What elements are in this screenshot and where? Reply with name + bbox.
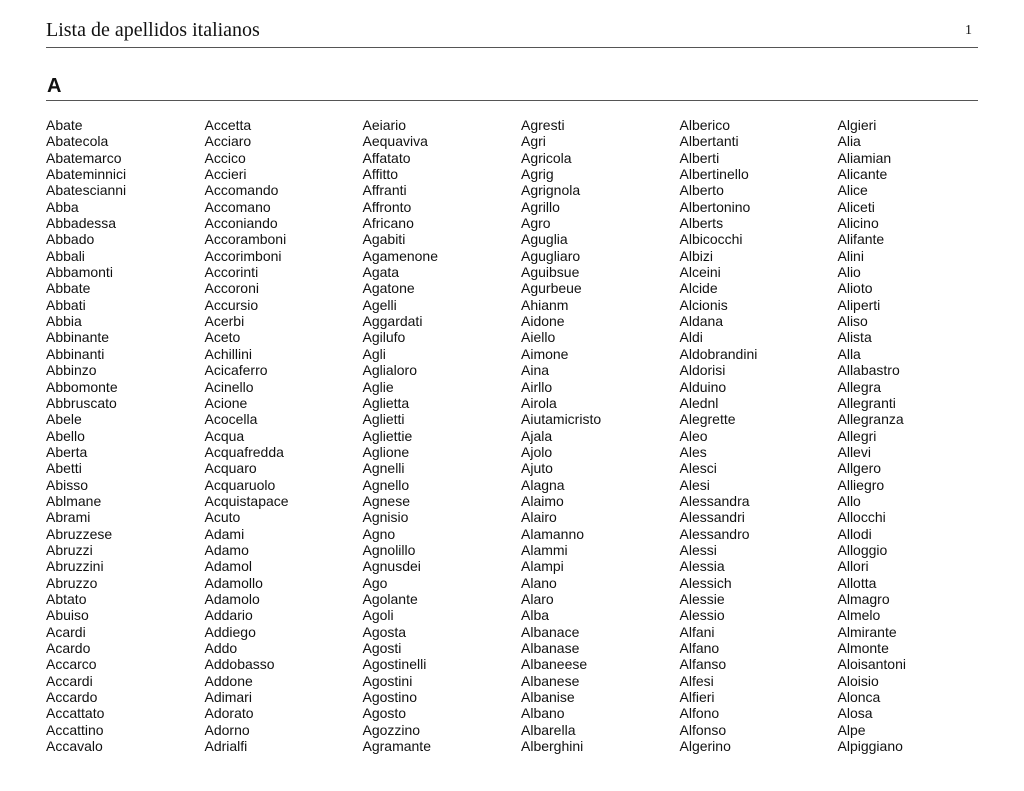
surname-entry: Alessi xyxy=(679,541,717,558)
surname-column-2 xyxy=(205,117,363,754)
surname-entry: Abello xyxy=(46,427,85,444)
surname-entry: Allevi xyxy=(837,443,871,460)
surname-entry: Abbinante xyxy=(46,329,110,346)
surname-entry: Abrami xyxy=(46,509,91,526)
surname-column-6 xyxy=(838,117,996,754)
surname-entry: Acardo xyxy=(46,640,91,656)
surname-entry: Acqua xyxy=(204,427,245,444)
surname-entry: Aglialoro xyxy=(362,362,417,379)
surname-entry: Aiutamicristo xyxy=(521,411,602,428)
surname-entry: Alamanno xyxy=(521,525,585,542)
surname-entry: Alio xyxy=(837,264,861,281)
surname-entry: Aldi xyxy=(679,329,703,346)
surname-entry: Agnese xyxy=(362,492,410,509)
surname-entry: Almelo xyxy=(837,607,881,624)
surname-entry: Agliettie xyxy=(362,427,413,444)
surname-entry: Alicino xyxy=(837,215,879,232)
surname-entry: Adamo xyxy=(204,541,249,558)
surname-entry: Acquaro xyxy=(204,460,257,477)
surname-entry: Accomando xyxy=(204,182,279,199)
surname-entry: Accattato xyxy=(46,705,105,722)
surname-entry: Agrignola xyxy=(521,182,581,199)
surname-entry: Accorimboni xyxy=(204,247,282,264)
section-letter: A xyxy=(47,75,62,97)
surname-entry: Airllo xyxy=(521,378,553,395)
surname-entry: Aloisio xyxy=(837,672,879,689)
surname-entry: Acciaro xyxy=(204,133,252,150)
surname-entry: Aldobrandini xyxy=(679,345,758,362)
surname-entry: Acocella xyxy=(204,411,258,428)
surname-entry: Alessandra xyxy=(679,492,750,509)
surname-entry: Allocchi xyxy=(837,509,886,526)
surname-entry: Aliperti xyxy=(837,296,881,313)
surname-entry: Alampi xyxy=(521,558,564,575)
surname-entry: Agilufo xyxy=(362,329,406,346)
section-header xyxy=(46,72,978,101)
surname-entry: Alessandro xyxy=(679,525,750,542)
surname-entry: Addario xyxy=(204,607,253,624)
surname-entry: Aliamian xyxy=(837,149,892,166)
surname-entry: Abruzzese xyxy=(46,525,113,542)
surname-entry: Almonte xyxy=(837,640,889,656)
surname-entry: Alesi xyxy=(679,476,710,493)
surname-entry: Acinello xyxy=(204,378,254,395)
surname-entry: Agolante xyxy=(362,590,418,607)
surname-entry: Affronto xyxy=(362,198,412,215)
surname-entry: Alessio xyxy=(679,607,725,624)
surname-entry: Albertanti xyxy=(679,133,739,150)
surname-entry: Alammi xyxy=(521,541,568,558)
surname-entry: Acerbi xyxy=(204,313,245,330)
surname-entry: Alice xyxy=(837,182,868,199)
surname-entry: Almagro xyxy=(837,590,890,607)
surname-entry: Adorno xyxy=(204,721,250,738)
surname-entry: Accoramboni xyxy=(204,231,287,248)
surname-entry: Almirante xyxy=(837,623,897,640)
surname-entry: Albaneese xyxy=(521,656,588,673)
surname-entry: Aglie xyxy=(362,378,394,395)
surname-entry: Abatecola xyxy=(46,133,109,150)
surname-entry: Ajolo xyxy=(521,443,553,460)
surname-entry: Abba xyxy=(46,198,79,215)
surname-column-5 xyxy=(680,117,838,754)
surname-entry: Adamol xyxy=(204,558,252,575)
surname-entry: Allo xyxy=(837,492,861,509)
surname-entry: Alegrette xyxy=(679,411,736,428)
surname-entry: Alcide xyxy=(679,280,718,297)
surname-entry: Accardo xyxy=(46,689,98,706)
surname-entry: Alfesi xyxy=(679,672,714,689)
surname-entry: Agricola xyxy=(521,149,572,166)
surname-entry: Agoli xyxy=(362,607,394,624)
surname-entry: Allabastro xyxy=(837,362,900,379)
surname-entry: Agosta xyxy=(362,623,407,640)
surname-entry: Alioto xyxy=(837,280,873,297)
surname-entry: Aliceti xyxy=(837,198,875,215)
surname-entry: Addo xyxy=(204,640,238,656)
surname-entry: Addiego xyxy=(204,623,256,640)
surname-entry: Accavalo xyxy=(46,738,103,755)
surname-entry: Alba xyxy=(521,607,550,624)
surname-entry: Abbinzo xyxy=(46,362,97,379)
surname-entry: Abruzzi xyxy=(46,541,93,558)
surname-entry: Alosa xyxy=(837,705,873,722)
surname-entry: Albizi xyxy=(679,247,713,264)
surname-entry: Alfono xyxy=(679,705,720,722)
surname-entry: Allori xyxy=(837,558,869,575)
surname-entry: Alcionis xyxy=(679,296,728,313)
surname-entry: Aliso xyxy=(837,313,868,330)
surname-entry: Agostino xyxy=(362,689,417,706)
surname-entry: Agnello xyxy=(362,476,410,493)
surname-entry: Abruzzo xyxy=(46,574,98,591)
surname-entry: Alaimo xyxy=(521,492,564,509)
surname-entry: Abbado xyxy=(46,231,95,248)
surname-entry: Ajala xyxy=(521,427,553,444)
surname-entry: Acquaruolo xyxy=(204,476,276,493)
surname-entry: Aguibsue xyxy=(521,264,580,281)
surname-entry: Agnisio xyxy=(362,509,409,526)
surname-entry: Alliegro xyxy=(837,476,885,493)
surname-entry: Accico xyxy=(204,149,246,166)
surname-entry: Albano xyxy=(521,705,565,722)
surname-entry: Achillini xyxy=(204,345,252,362)
surname-entry: Agno xyxy=(362,525,396,542)
surname-entry: Aberta xyxy=(46,443,88,460)
surname-entry: Airola xyxy=(521,394,557,411)
surname-entry: Alessie xyxy=(679,590,725,607)
surname-entry: Albanace xyxy=(521,623,580,640)
surname-entry: Accetta xyxy=(204,117,252,133)
surname-entry: Affitto xyxy=(362,166,399,183)
surname-entry: Abatemarco xyxy=(46,149,122,166)
surname-entry: Aimone xyxy=(521,345,569,362)
surname-entry: Allgero xyxy=(837,460,882,477)
surname-entry: Allodi xyxy=(837,525,872,542)
surname-entry: Accomano xyxy=(204,198,271,215)
surname-entry: Abtato xyxy=(46,590,87,607)
surname-entry: Alfieri xyxy=(679,689,715,706)
page-number: 1 xyxy=(965,23,972,38)
surname-entry: Accorinti xyxy=(204,264,259,281)
surname-entry: Aina xyxy=(521,362,550,379)
surname-entry: Addobasso xyxy=(204,656,275,673)
surname-entry: Alla xyxy=(837,345,861,362)
surname-entry: Alonca xyxy=(837,689,881,706)
surname-entry: Accursio xyxy=(204,296,259,313)
surname-entry: Ablmane xyxy=(46,492,102,509)
surname-entry: Agrig xyxy=(521,166,554,183)
surname-entry: Adorato xyxy=(204,705,254,722)
surname-entry: Acconiando xyxy=(204,215,278,232)
surname-entry: Alberto xyxy=(679,182,724,199)
surname-entry: Alessia xyxy=(679,558,725,575)
surname-entry: Agabiti xyxy=(362,231,406,248)
surname-entry: Albicocchi xyxy=(679,231,743,248)
surname-entry: Abbomonte xyxy=(46,378,118,395)
surname-entry: Agnusdei xyxy=(362,558,421,575)
surname-entry: Agatone xyxy=(362,280,415,297)
surname-entry: Agnolillo xyxy=(362,541,416,558)
surname-entry: Alfani xyxy=(679,623,715,640)
surname-entry: Agurbeue xyxy=(521,280,582,297)
surname-entry: Aglietti xyxy=(362,411,405,428)
surname-entry: Agelli xyxy=(362,296,397,313)
surname-entry: Abruzzini xyxy=(46,558,104,575)
surname-entry: Aloisantoni xyxy=(837,656,906,673)
document-title: Lista de apellidos italianos xyxy=(46,19,260,41)
surname-entry: Agata xyxy=(362,264,400,281)
surname-entry: Abatescianni xyxy=(46,182,127,199)
surname-entry: Agosti xyxy=(362,640,402,656)
surname-entry: Aldana xyxy=(679,313,724,330)
surname-entry: Aleo xyxy=(679,427,708,444)
surname-entry: Abate xyxy=(46,117,83,133)
surname-entry: Albertonino xyxy=(679,198,751,215)
surname-entry: Affatato xyxy=(362,149,411,166)
surname-column-3 xyxy=(363,117,521,754)
surname-entry: Albanise xyxy=(521,689,575,706)
surname-entry: Abbia xyxy=(46,313,82,330)
surname-column-1 xyxy=(46,117,204,754)
surname-entry: Aglietta xyxy=(362,394,410,411)
surname-entry: Alberti xyxy=(679,149,720,166)
surname-entry: Acquafredda xyxy=(204,443,284,460)
surname-entry: Aguglia xyxy=(521,231,568,248)
surname-entry: Alfanso xyxy=(679,656,727,673)
surname-entry: Africano xyxy=(362,215,414,232)
surname-entry: Alano xyxy=(521,574,557,591)
surname-entry: Alloggio xyxy=(837,541,888,558)
surname-entry: Adamollo xyxy=(204,574,263,591)
surname-entry: Abbruscato xyxy=(46,394,117,411)
surname-entry: Alagna xyxy=(521,476,565,493)
surname-entry: Alia xyxy=(837,133,861,150)
surname-entry: Accardi xyxy=(46,672,93,689)
surname-entry: Abbati xyxy=(46,296,86,313)
surname-entry: Accieri xyxy=(204,166,247,183)
surname-entry: Adimari xyxy=(204,689,252,706)
surname-entry: Acquistapace xyxy=(204,492,289,509)
surname-entry: Abele xyxy=(46,411,82,428)
surname-entry: Alessich xyxy=(679,574,732,591)
surname-entry: Acicaferro xyxy=(204,362,268,379)
surname-entry: Alicante xyxy=(837,166,888,183)
surname-entry: Acardi xyxy=(46,623,86,640)
surname-entry: Adami xyxy=(204,525,245,542)
surname-entry: Alfano xyxy=(679,640,720,656)
surname-entry: Albertinello xyxy=(679,166,749,183)
surname-entry: Aceto xyxy=(204,329,241,346)
surname-entry: Agro xyxy=(521,215,551,232)
surname-entry: Allegri xyxy=(837,427,877,444)
surname-entry: Acione xyxy=(204,394,248,411)
surname-entry: Allegra xyxy=(837,378,882,395)
surname-entry: Agozzino xyxy=(362,721,421,738)
surname-entry: Alceini xyxy=(679,264,721,281)
surname-entry: Ago xyxy=(362,574,388,591)
surname-entry: Aglione xyxy=(362,443,410,460)
surname-columns xyxy=(46,117,986,767)
surname-entry: Abisso xyxy=(46,476,89,493)
surname-entry: Ahianm xyxy=(521,296,569,313)
surname-entry: Ales xyxy=(679,443,707,460)
surname-entry: Accarco xyxy=(46,656,97,673)
surname-entry: Alaro xyxy=(521,590,554,607)
surname-entry: Agamenone xyxy=(362,247,439,264)
surname-entry: Accoroni xyxy=(204,280,259,297)
surname-entry: Aequaviva xyxy=(362,133,428,150)
surname-entry: Alpe xyxy=(837,721,866,738)
surname-entry: Adamolo xyxy=(204,590,260,607)
surname-entry: Agresti xyxy=(521,117,565,133)
surname-entry: Aeiario xyxy=(362,117,407,133)
surname-entry: Alairo xyxy=(521,509,557,526)
surname-entry: Agramante xyxy=(362,738,431,755)
surname-entry: Alpiggiano xyxy=(837,738,903,755)
surname-entry: Abuiso xyxy=(46,607,89,624)
surname-entry: Agostinelli xyxy=(362,656,427,673)
surname-entry: Alfonso xyxy=(679,721,727,738)
surname-entry: Albarella xyxy=(521,721,576,738)
surname-entry: Albanese xyxy=(521,672,580,689)
surname-entry: Albanase xyxy=(521,640,580,656)
surname-entry: Acuto xyxy=(204,509,241,526)
surname-entry: Alberico xyxy=(679,117,731,133)
surname-entry: Agnelli xyxy=(362,460,405,477)
surname-entry: Alberghini xyxy=(521,738,584,755)
surname-entry: Agri xyxy=(521,133,546,150)
surname-entry: Agrillo xyxy=(521,198,560,215)
page-header xyxy=(46,16,978,48)
surname-entry: Alista xyxy=(837,329,872,346)
surname-entry: Abbate xyxy=(46,280,91,297)
surname-entry: Algieri xyxy=(837,117,877,133)
surname-entry: Agugliaro xyxy=(521,247,581,264)
surname-column-4 xyxy=(521,117,679,754)
surname-entry: Algerino xyxy=(679,738,731,755)
surname-entry: Ajuto xyxy=(521,460,553,477)
surname-entry: Aldorisi xyxy=(679,362,726,379)
surname-entry: Agosto xyxy=(362,705,407,722)
surname-entry: Abbinanti xyxy=(46,345,105,362)
surname-entry: Aggardati xyxy=(362,313,423,330)
surname-entry: Allegranti xyxy=(837,394,896,411)
surname-entry: Alberts xyxy=(679,215,724,232)
surname-entry: Adrialfi xyxy=(204,738,248,755)
surname-entry: Agostini xyxy=(362,672,413,689)
surname-entry: Agli xyxy=(362,345,386,362)
surname-entry: Abbali xyxy=(46,247,85,264)
surname-entry: Aiello xyxy=(521,329,556,346)
surname-entry: Addone xyxy=(204,672,253,689)
surname-entry: Alini xyxy=(837,247,864,264)
surname-entry: Allotta xyxy=(837,574,877,591)
surname-entry: Abbamonti xyxy=(46,264,113,281)
surname-entry: Allegranza xyxy=(837,411,904,428)
surname-entry: Abbadessa xyxy=(46,215,117,232)
surname-entry: Abetti xyxy=(46,460,82,477)
surname-entry: Abateminnici xyxy=(46,166,127,183)
surname-entry: Alesci xyxy=(679,460,717,477)
surname-entry: Accattino xyxy=(46,721,104,738)
surname-entry: Alduino xyxy=(679,378,727,395)
surname-entry: Alednl xyxy=(679,394,719,411)
surname-entry: Alessandri xyxy=(679,509,745,526)
surname-entry: Alifante xyxy=(837,231,885,248)
surname-entry: Aidone xyxy=(521,313,565,330)
surname-entry: Affranti xyxy=(362,182,407,199)
